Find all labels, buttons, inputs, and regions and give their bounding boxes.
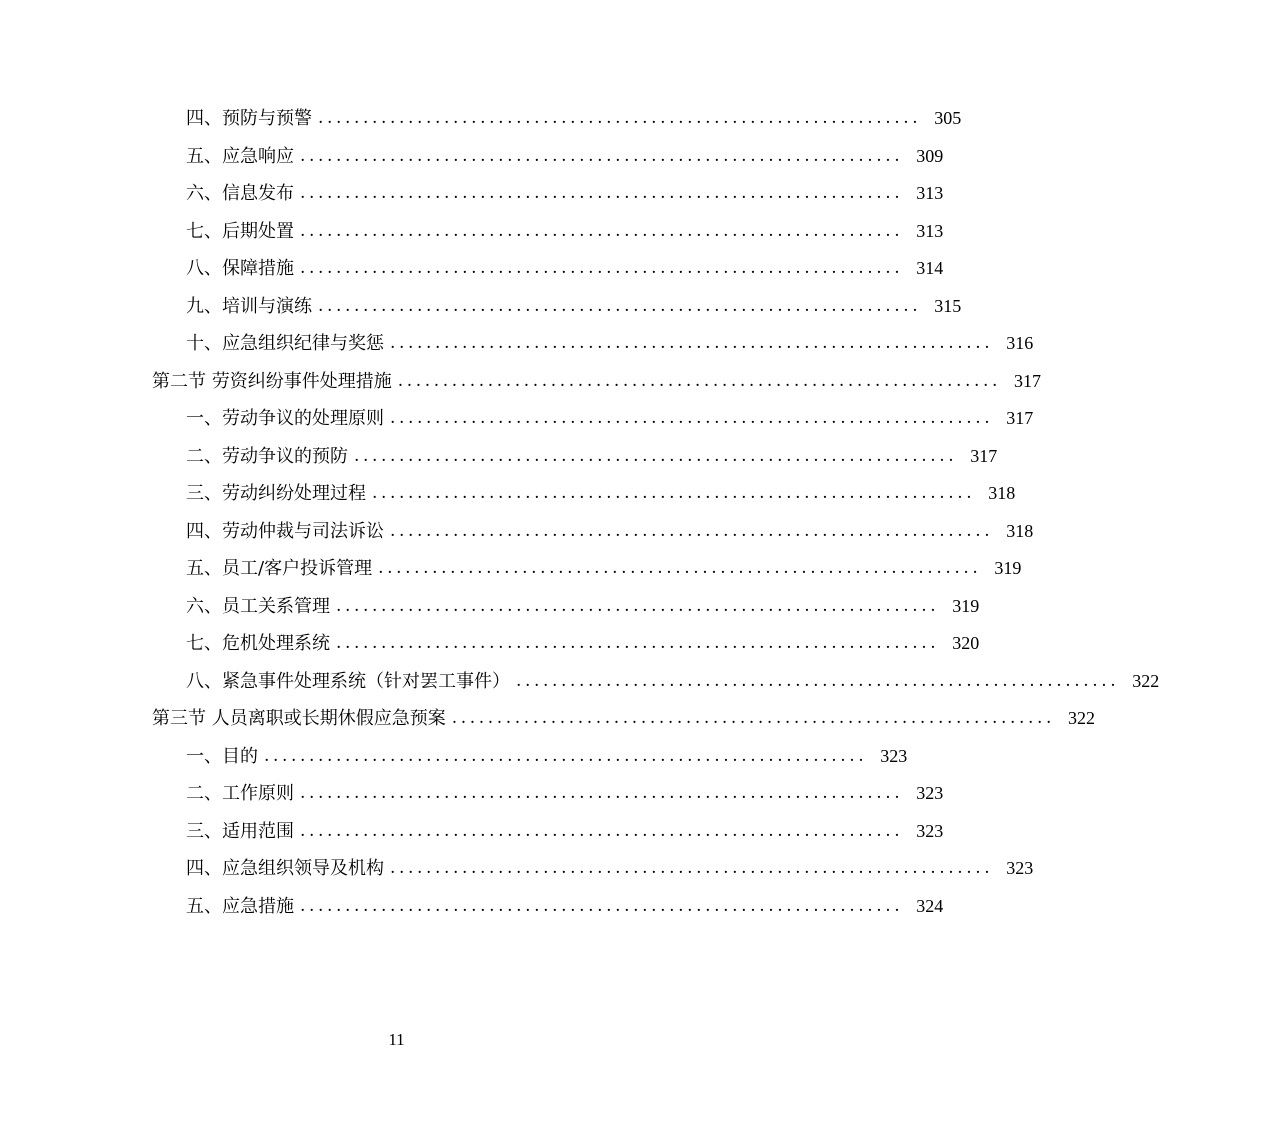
toc-entry-label: 第二节 劳资纠纷事件处理措施 — [152, 370, 392, 392]
toc-entry-page: 316 — [1006, 333, 1034, 353]
toc-dot-leader: ................................................................... — [390, 333, 994, 353]
toc-entry[interactable] — [0, 213, 944, 250]
toc-entry-page: 319 — [994, 558, 1022, 578]
toc-entry-page: 322 — [1068, 708, 1095, 728]
toc-entry-label: 五、应急响应 — [186, 145, 294, 167]
toc-entry[interactable] — [0, 738, 908, 775]
toc-entry-label: 五、应急措施 — [186, 895, 294, 917]
toc-dot-leader: ................................................................... — [390, 408, 994, 428]
toc-section-entry[interactable] — [0, 363, 1041, 400]
toc-section-entry[interactable] — [0, 700, 1095, 737]
toc-dot-leader: ................................................................... — [300, 183, 904, 203]
toc-entry[interactable] — [0, 138, 944, 175]
toc-entry[interactable] — [0, 888, 944, 925]
toc-entry[interactable] — [0, 288, 962, 325]
toc-entry-page: 317 — [1006, 408, 1034, 428]
toc-dot-leader: ................................................................... — [300, 258, 904, 278]
toc-entry[interactable] — [0, 588, 980, 625]
toc-entry-page: 324 — [916, 895, 944, 916]
toc-entry-page: 323 — [916, 783, 944, 803]
page-number: 11 — [388, 1030, 405, 1049]
toc-entry[interactable] — [0, 550, 1022, 587]
toc-dot-leader: ................................................................... — [300, 820, 904, 841]
toc-entry-label: 五、员工/客户投诉管理 — [186, 558, 373, 579]
toc-entry-label: 一、目的 — [186, 745, 258, 767]
toc-entry-page: 322 — [1132, 670, 1160, 691]
toc-entry-label: 七、危机处理系统 — [186, 633, 330, 654]
toc-entry-label: 八、保障措施 — [186, 258, 294, 279]
toc-entry-label: 二、劳动争议的预防 — [186, 445, 348, 467]
toc-entry-label: 四、应急组织领导及机构 — [186, 858, 384, 879]
toc-dot-leader: ................................................................... — [372, 483, 976, 503]
toc-entry-page: 315 — [934, 295, 962, 316]
toc-entry[interactable] — [0, 325, 1034, 362]
toc-dot-leader: ................................................................... — [397, 370, 1001, 391]
toc-entry[interactable] — [0, 175, 944, 212]
toc-entry-page: 309 — [916, 145, 944, 166]
toc-entry-label: 九、培训与演练 — [186, 295, 312, 317]
toc-entry-label: 四、预防与预警 — [186, 108, 312, 129]
toc-dot-leader: ................................................................... — [300, 145, 904, 166]
toc-entry-label: 二、工作原则 — [186, 783, 294, 804]
toc-entry[interactable] — [0, 663, 1160, 700]
toc-entry-label: 八、紧急事件处理系统（针对罢工事件） — [186, 670, 510, 692]
toc-entry-page: 319 — [952, 595, 980, 616]
toc-entry-page: 318 — [988, 483, 1016, 503]
toc-entry-page: 313 — [916, 183, 944, 203]
toc-entry-page: 320 — [952, 633, 980, 653]
toc-entry[interactable] — [0, 513, 1034, 550]
toc-entry[interactable] — [0, 100, 962, 137]
toc-entry[interactable] — [0, 625, 980, 662]
toc-entry-page: 318 — [1006, 520, 1034, 541]
toc-entry[interactable] — [0, 775, 944, 812]
toc-entry-page: 323 — [1006, 858, 1034, 878]
toc-dot-leader: ................................................................... — [318, 295, 922, 316]
toc-entry-label: 一、劳动争议的处理原则 — [186, 408, 384, 429]
toc-dot-leader: ................................................................... — [300, 895, 904, 916]
toc-entry[interactable] — [0, 250, 944, 287]
toc-dot-leader: ................................................................... — [390, 858, 994, 878]
toc-entry-label: 十、应急组织纪律与奖惩 — [186, 333, 384, 354]
toc-dot-leader: ................................................................... — [336, 633, 940, 653]
toc-dot-leader: ................................................................... — [378, 558, 982, 578]
toc-entry-page: 323 — [916, 820, 944, 841]
toc-entry-label: 三、劳动纠纷处理过程 — [186, 483, 366, 504]
toc-dot-leader: ................................................................... — [300, 220, 904, 241]
toc-dot-leader: ................................................................... — [336, 595, 940, 616]
toc-dot-leader: ................................................................... — [354, 445, 958, 466]
toc-entry-label: 三、适用范围 — [186, 820, 294, 842]
toc-entry[interactable] — [0, 400, 1034, 437]
toc-entry[interactable] — [0, 813, 944, 850]
toc-entry-label: 第三节 人员离职或长期休假应急预案 — [152, 708, 446, 729]
toc-entry-page: 323 — [880, 745, 908, 766]
toc-dot-leader: ................................................................... — [318, 108, 922, 128]
toc-entry-page: 317 — [1014, 370, 1041, 391]
toc-dot-leader: ................................................................... — [300, 783, 904, 803]
toc-entry-page: 305 — [934, 108, 962, 128]
toc-entry[interactable] — [0, 475, 1016, 512]
toc-entry-page: 317 — [970, 445, 998, 466]
toc-entry-label: 六、信息发布 — [186, 183, 294, 204]
toc-entry-label: 六、员工关系管理 — [186, 595, 330, 617]
toc-entry-label: 七、后期处置 — [186, 220, 294, 242]
toc-entry-page: 313 — [916, 220, 944, 241]
toc-dot-leader: ................................................................... — [264, 745, 868, 766]
toc-entry[interactable] — [0, 438, 998, 475]
toc-entry[interactable] — [0, 850, 1034, 887]
toc-dot-leader: ................................................................... — [390, 520, 994, 541]
toc-dot-leader: ................................................................... — [516, 670, 1120, 691]
toc-dot-leader: ................................................................... — [451, 708, 1055, 728]
toc-entry-label: 四、劳动仲裁与司法诉讼 — [186, 520, 384, 542]
toc-entry-page: 314 — [916, 258, 944, 278]
